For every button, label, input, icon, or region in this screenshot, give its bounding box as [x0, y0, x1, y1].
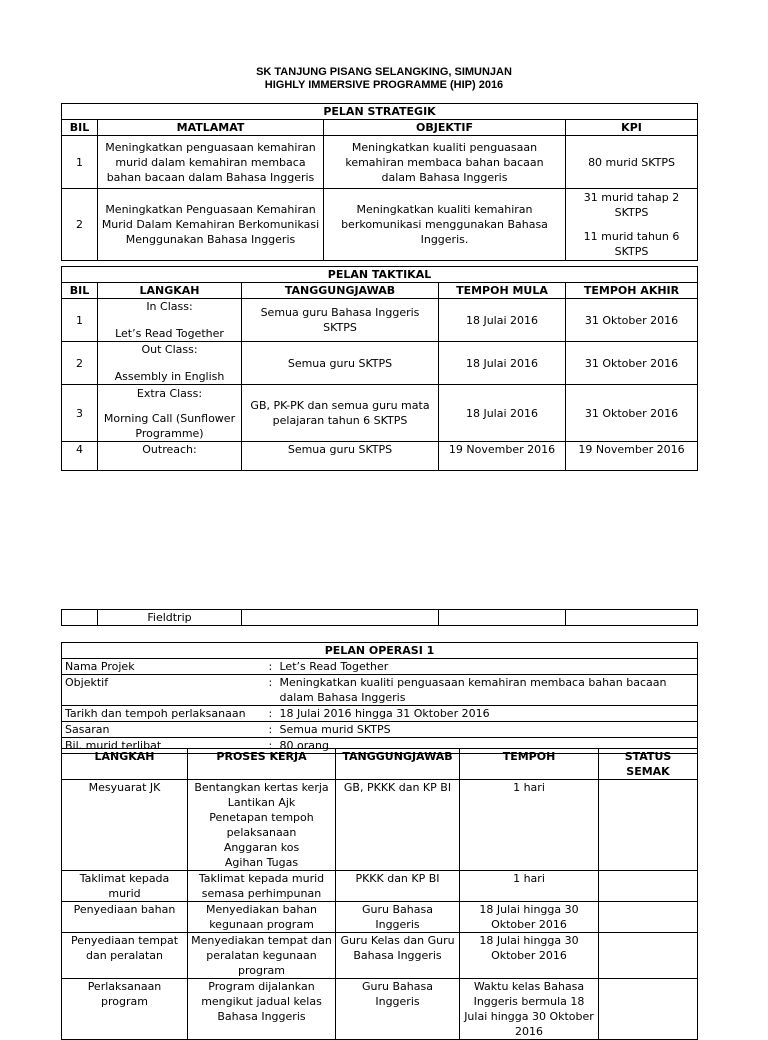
pelan-strategik-table [61, 103, 698, 261]
info-row [62, 659, 698, 675]
cell-kpi: 80 murid SKTPS [566, 136, 698, 189]
doc-title-programme: HIGHLY IMMERSIVE PROGRAMME (HIP) 2016 [264, 79, 504, 91]
table-row [62, 189, 698, 261]
cell-langkah [98, 385, 242, 442]
cell-bil: 2 [62, 342, 98, 385]
cell-status-semak [599, 871, 698, 902]
info-label: Nama Projek [62, 659, 265, 675]
cell-tempoh-mula: 18 Julai 2016 [439, 385, 566, 442]
col-header-bil: BIL [62, 283, 98, 299]
cell-tempoh-mula [439, 610, 566, 626]
cell-status-semak [599, 780, 698, 871]
info-value: Let’s Read Together [277, 659, 698, 675]
cell-tempoh: Waktu kelas Bahasa Inggeris bermula 18 Julai hingga 30 Oktober 2016 [460, 979, 599, 1040]
cell-tanggungjawab: Semua guru SKTPS [242, 342, 439, 385]
table-row [62, 299, 698, 342]
cell-proses-kerja: Program dijalankan mengikut jadual kelas Bahasa Inggeris [188, 979, 336, 1040]
cell-langkah [98, 299, 242, 342]
pelan-taktikal-title: PELAN TAKTIKAL [62, 267, 698, 283]
kpi-line: 11 murid tahun 6 SKTPS [583, 230, 680, 258]
cell-tempoh-mula: 18 Julai 2016 [439, 342, 566, 385]
proses-item: Lantikan Ajk [227, 796, 296, 809]
info-row [62, 706, 698, 722]
cell-langkah: Outreach: [98, 442, 242, 471]
cell-langkah: Perlaksanaan program [62, 979, 188, 1040]
cell-bil: 3 [62, 385, 98, 442]
cell-bil: 2 [62, 189, 98, 261]
doc-title-school: SK TANJUNG PISANG SELANGKING, SIMUNJAN [256, 66, 512, 78]
info-label: Objektif [62, 675, 265, 706]
info-label: Sasaran [62, 722, 265, 738]
cell-kpi [566, 189, 698, 261]
pelan-taktikal-continued [61, 609, 698, 626]
info-separator: : [265, 738, 277, 754]
info-value: Meningkatkan kualiti penguasaan kemahiran membaca bahan bacaan dalam Bahasa Inggeris [277, 675, 698, 706]
cell-bil: 1 [62, 299, 98, 342]
col-header-matlamat: MATLAMAT [98, 120, 324, 136]
cell-status-semak [599, 979, 698, 1040]
info-row [62, 722, 698, 738]
pelan-taktikal-table [61, 266, 698, 471]
info-row [62, 675, 698, 706]
table-row [62, 342, 698, 385]
col-header-proses-kerja: PROSES KERJA [188, 749, 336, 780]
col-header-objektif: OBJEKTIF [324, 120, 566, 136]
cell-tempoh-akhir: 31 Oktober 2016 [566, 342, 698, 385]
table-row [62, 136, 698, 189]
table-row [62, 902, 698, 933]
info-value: 80 orang [277, 738, 698, 754]
info-value: Semua murid SKTPS [277, 722, 698, 738]
info-separator: : [265, 675, 277, 706]
pelan-operasi-title: PELAN OPERASI 1 [62, 643, 698, 659]
cell-langkah: Mesyuarat JK [62, 780, 188, 871]
info-label: Tarikh dan tempoh perlaksanaan [62, 706, 265, 722]
cell-status-semak [599, 902, 698, 933]
cell-tanggungjawab: PKKK dan KP BI [336, 871, 460, 902]
langkah-activity: Assembly in English [114, 370, 225, 383]
col-header-kpi: KPI [566, 120, 698, 136]
cell-bil: 1 [62, 136, 98, 189]
cell-tanggungjawab: GB, PK-PK dan semua guru mata pelajaran tahun 6 SKTPS [242, 385, 439, 442]
cell-status-semak [599, 933, 698, 979]
pelan-operasi-table [61, 642, 698, 754]
info-separator: : [265, 659, 277, 675]
table-row [62, 979, 698, 1040]
proses-item: Agihan Tugas [224, 856, 299, 869]
cell-tempoh: 18 Julai hingga 30 Oktober 2016 [460, 902, 599, 933]
cell-tanggungjawab: GB, PKKK dan KP BI [336, 780, 460, 871]
col-header-tempoh-mula: TEMPOH MULA [439, 283, 566, 299]
cell-tanggungjawab: Guru Bahasa Inggeris [336, 979, 460, 1040]
cell-langkah: Penyediaan bahan [62, 902, 188, 933]
cell-tanggungjawab: Semua guru SKTPS [242, 442, 439, 471]
col-header-tempoh-akhir: TEMPOH AKHIR [566, 283, 698, 299]
proses-item: Penetapan tempoh pelaksanaan [209, 811, 314, 839]
cell-objektif: Meningkatkan kualiti kemahiran berkomunikasi menggunakan Bahasa Inggeris. [324, 189, 566, 261]
col-header-tanggungjawab: TANGGUNGJAWAB [336, 749, 460, 780]
col-header-tanggungjawab: TANGGUNGJAWAB [242, 283, 439, 299]
langkah-activity: Morning Call (Sunflower Programme) [103, 411, 236, 440]
info-value: 18 Julai 2016 hingga 31 Oktober 2016 [277, 706, 698, 722]
cell-langkah: Penyediaan tempat dan peralatan [62, 933, 188, 979]
cell-proses-kerja [188, 780, 336, 871]
cell-tempoh-mula: 19 November 2016 [439, 442, 566, 471]
info-label: Bil. murid terlibat [62, 738, 265, 754]
cell-tempoh-akhir: 31 Oktober 2016 [566, 299, 698, 342]
langkah-kerja-table [61, 748, 698, 1040]
cell-tempoh: 1 hari [460, 780, 599, 871]
langkah-type: In Class: [146, 300, 193, 313]
col-header-status-semak: STATUS SEMAK [599, 749, 698, 780]
col-header-langkah: LANGKAH [62, 749, 188, 780]
cell-tanggungjawab: Semua guru Bahasa Inggeris SKTPS [242, 299, 439, 342]
col-header-tempoh: TEMPOH [460, 749, 599, 780]
table-row [62, 442, 698, 471]
cell-tempoh-mula: 18 Julai 2016 [439, 299, 566, 342]
cell-tanggungjawab: Guru Kelas dan Guru Bahasa Inggeris [336, 933, 460, 979]
table-row [62, 780, 698, 871]
table-row [62, 610, 698, 626]
table-row [62, 933, 698, 979]
table-row [62, 385, 698, 442]
cell-tempoh-akhir: 31 Oktober 2016 [566, 385, 698, 442]
langkah-activity: Let’s Read Together [115, 327, 224, 340]
cell-matlamat: Meningkatkan Penguasaan Kemahiran Murid Dalam Kemahiran Berkomunikasi Menggunakan Bahasa Inggeris [98, 189, 324, 261]
cell-tempoh: 18 Julai hingga 30 Oktober 2016 [460, 933, 599, 979]
kpi-line: 31 murid tahap 2 SKTPS [583, 191, 680, 219]
cell-proses-kerja: Menyediakan tempat dan peralatan kegunaan program [188, 933, 336, 979]
cell-proses-kerja: Menyediakan bahan kegunaan program [188, 902, 336, 933]
proses-item: Bentangkan kertas kerja [194, 781, 329, 794]
cell-bil [62, 610, 98, 626]
cell-langkah [98, 342, 242, 385]
proses-item: Anggaran kos [223, 841, 300, 854]
cell-langkah: Fieldtrip [98, 610, 242, 626]
cell-matlamat: Meningkatkan penguasaan kemahiran murid dalam kemahiran membaca bahan bacaan dalam Bahasa Inggeris [98, 136, 324, 189]
cell-proses-kerja: Taklimat kepada murid semasa perhimpunan [188, 871, 336, 902]
langkah-type: Out Class: [141, 343, 198, 356]
langkah-type: Extra Class: [136, 386, 203, 400]
pelan-strategik-title: PELAN STRATEGIK [62, 104, 698, 120]
cell-tempoh-akhir [566, 610, 698, 626]
cell-tempoh-akhir: 19 November 2016 [566, 442, 698, 471]
cell-langkah: Taklimat kepada murid [62, 871, 188, 902]
col-header-langkah: LANGKAH [98, 283, 242, 299]
cell-bil: 4 [62, 442, 98, 471]
cell-objektif: Meningkatkan kualiti penguasaan kemahiran membaca bahan bacaan dalam Bahasa Inggeris [324, 136, 566, 189]
info-separator: : [265, 722, 277, 738]
info-separator: : [265, 706, 277, 722]
table-row [62, 871, 698, 902]
cell-tanggungjawab [242, 610, 439, 626]
cell-tanggungjawab: Guru Bahasa Inggeris [336, 902, 460, 933]
col-header-bil: BIL [62, 120, 98, 136]
cell-tempoh: 1 hari [460, 871, 599, 902]
